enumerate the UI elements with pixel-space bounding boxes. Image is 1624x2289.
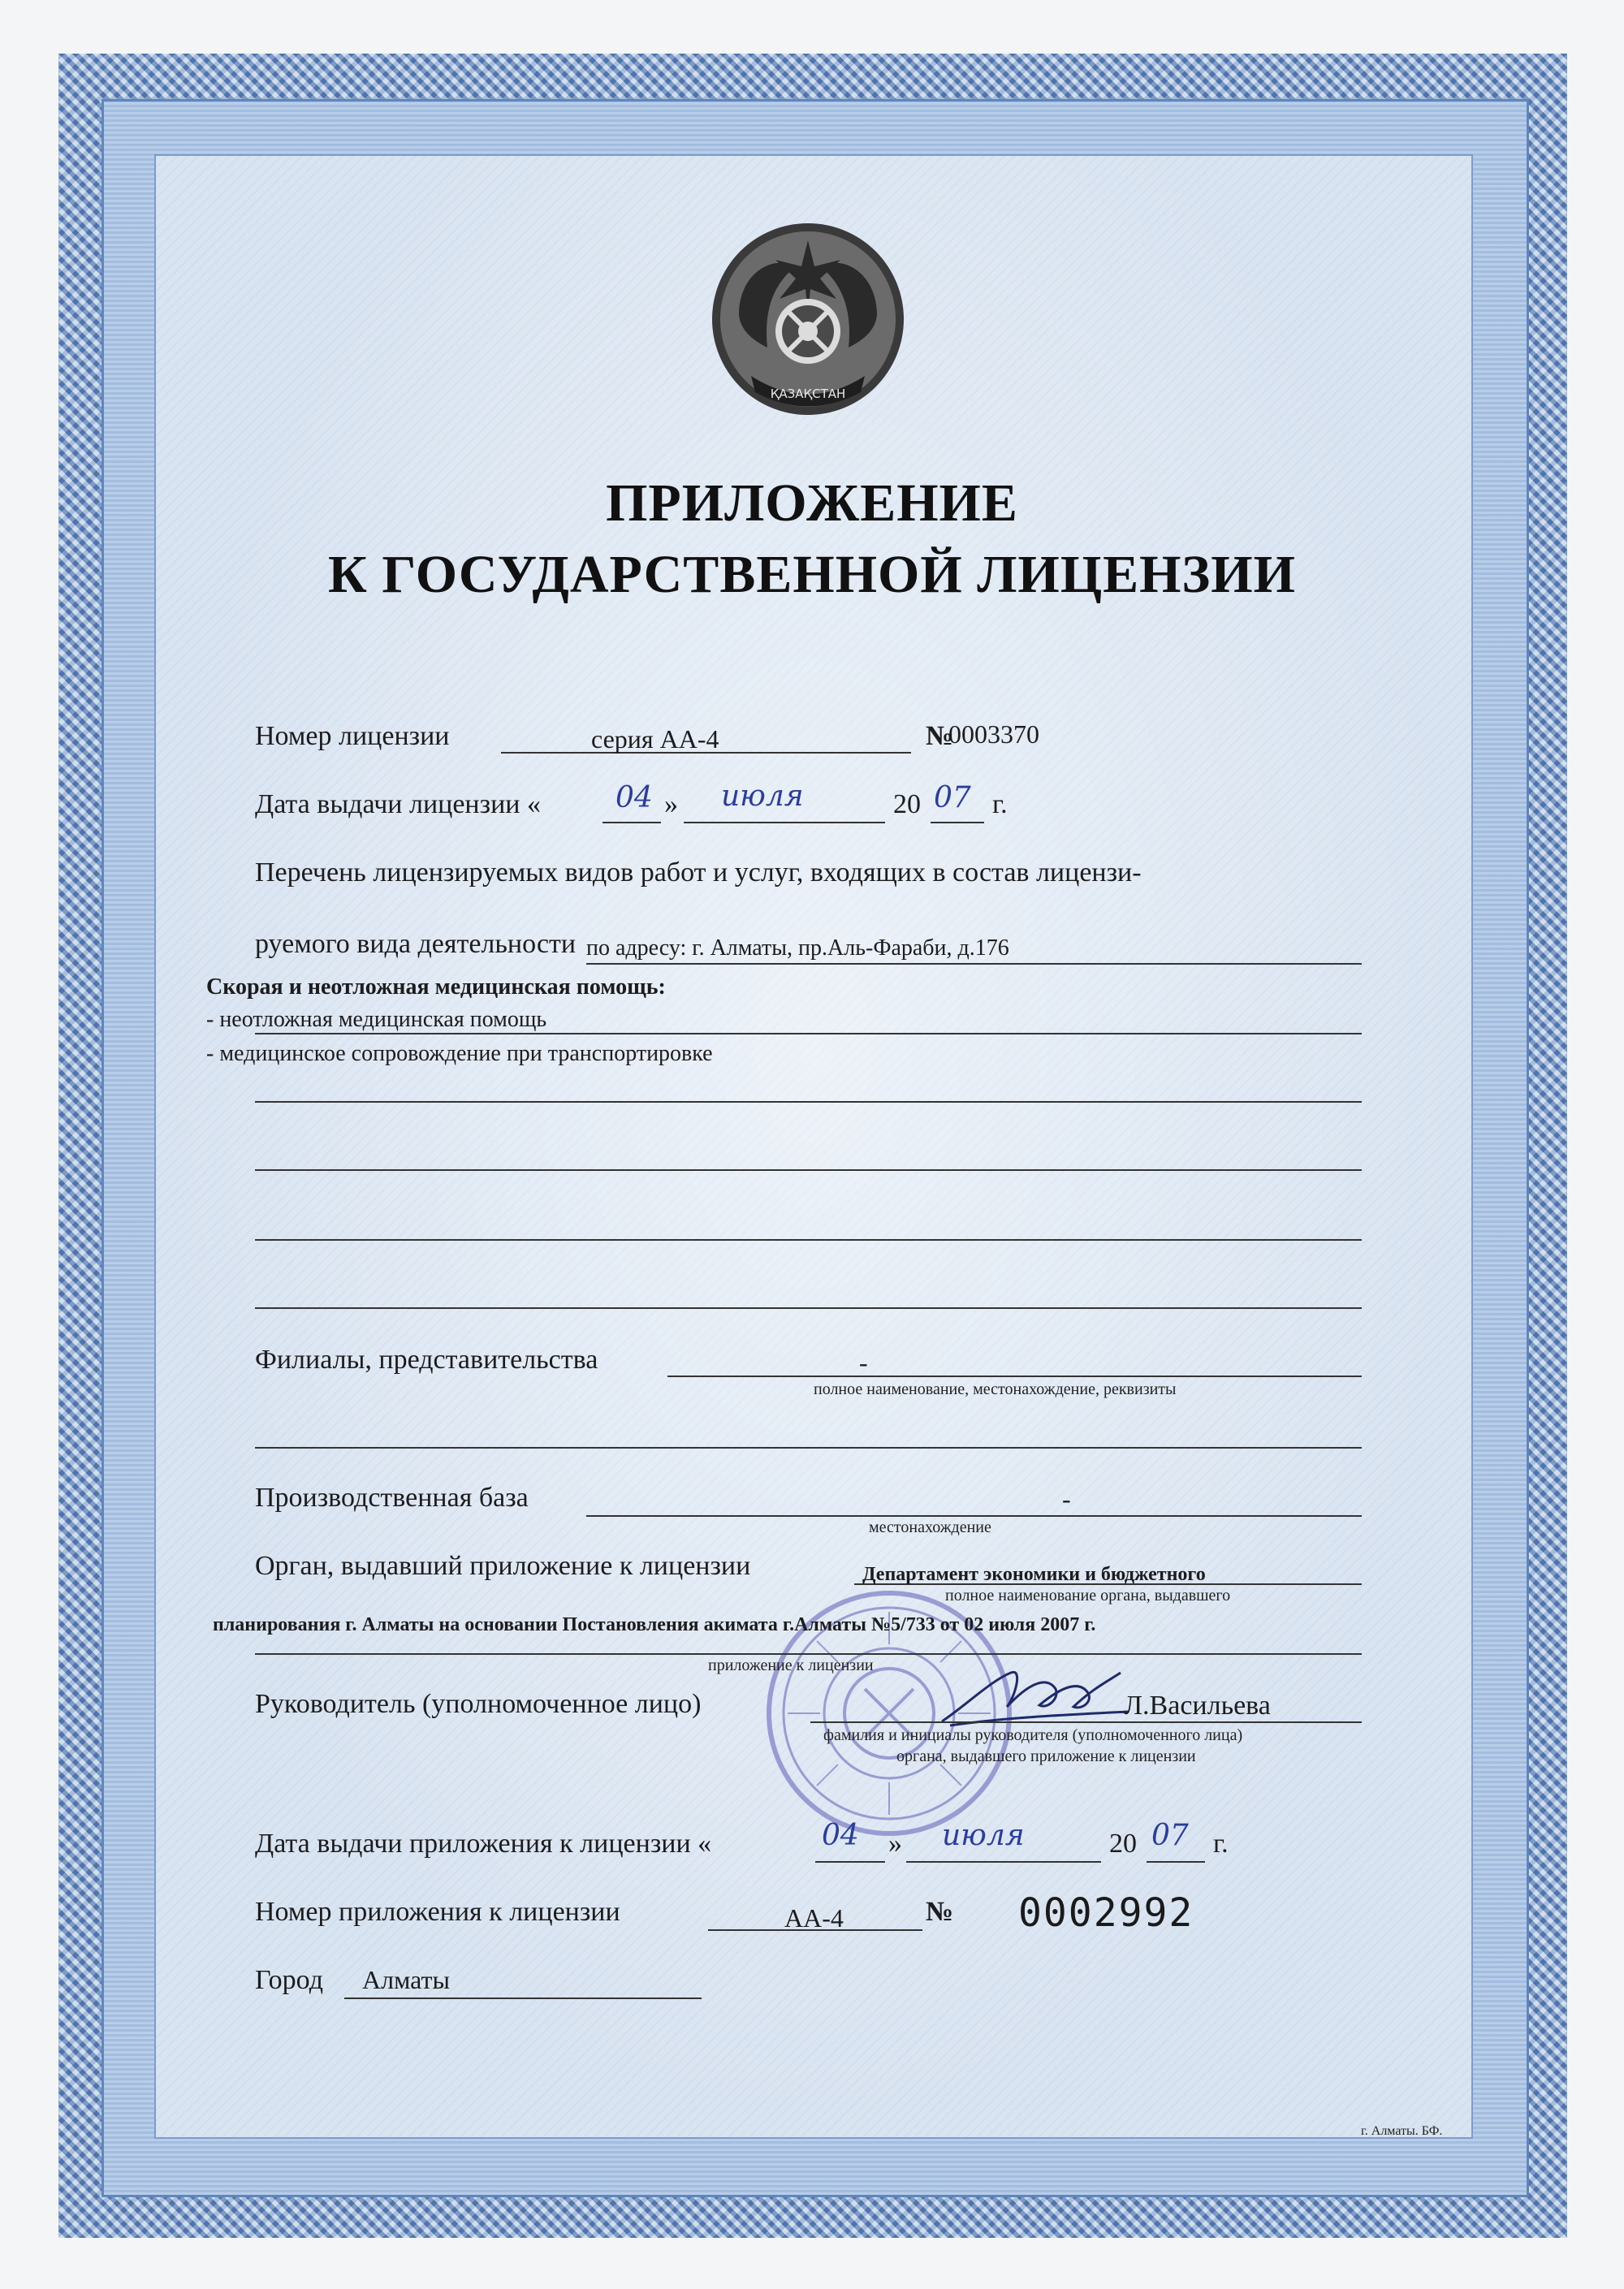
branches-caption: полное наименование, местонахождение, реквизиты xyxy=(814,1380,1177,1398)
appendix-date-year-prefix: 20 xyxy=(1109,1829,1137,1859)
production-line xyxy=(586,1515,1362,1517)
appendix-date-label: Дата выдачи приложения к лицензии « xyxy=(255,1829,712,1859)
title-line-1: ПРИЛОЖЕНИЕ xyxy=(606,473,1018,533)
license-series-value: серия АА-4 xyxy=(591,724,719,754)
head-line xyxy=(810,1721,1362,1723)
activities-label-line-1: Перечень лицензируемых видов работ и услуг, входящих в состав лицензи- xyxy=(255,857,1142,888)
activities-line-1 xyxy=(255,1033,1362,1034)
appendix-date-mid: » xyxy=(888,1829,902,1859)
activities-item-2: - медицинское сопровождение при транспортировке xyxy=(206,1041,713,1066)
license-number-sign: № xyxy=(926,721,954,751)
branches-line-2 xyxy=(255,1447,1362,1449)
license-number-label: Номер лицензии xyxy=(255,721,450,751)
activities-heading: Скорая и неотложная медицинская помощь: xyxy=(206,974,666,1000)
issuer-value-line-1: Департамент экономики и бюджетного xyxy=(862,1564,1206,1585)
branches-value: - xyxy=(859,1348,868,1377)
production-caption: местонахождение xyxy=(869,1518,991,1536)
production-label: Производственная база xyxy=(255,1483,529,1513)
issuer-label: Орган, выдавший приложение к лицензии xyxy=(255,1551,751,1581)
issuer-caption-1: полное наименование органа, выдавшего xyxy=(945,1587,1231,1604)
activities-address: по адресу: г. Алматы, пр.Аль-Фараби, д.176 xyxy=(586,935,1009,961)
city-label: Город xyxy=(255,1965,323,1995)
head-caption-2: органа, выдавшего приложение к лицензии xyxy=(896,1747,1196,1765)
appendix-date-suffix: г. xyxy=(1213,1829,1229,1859)
activities-line-4 xyxy=(255,1239,1362,1241)
activities-address-line xyxy=(586,963,1362,965)
city-value: Алматы xyxy=(362,1965,450,1994)
head-name: Л.Васильева xyxy=(1124,1691,1271,1721)
license-date-suffix: г. xyxy=(992,789,1008,819)
license-day-line xyxy=(603,822,661,823)
branches-label: Филиалы, представительства xyxy=(255,1345,598,1375)
appendix-date-month: июля xyxy=(942,1819,1025,1852)
state-emblem-icon xyxy=(706,218,909,421)
signature-icon xyxy=(934,1648,1137,1738)
license-year-line xyxy=(931,822,984,823)
activities-label-line-2: руемого вида деятельности xyxy=(255,929,577,959)
license-date-mid: » xyxy=(664,789,678,819)
appendix-number-label: Номер приложения к лицензии xyxy=(255,1897,620,1927)
appendix-date-year: 07 xyxy=(1151,1819,1189,1852)
license-date-year-prefix: 20 xyxy=(893,789,921,819)
appendix-number-sign: № xyxy=(926,1897,954,1927)
branches-line xyxy=(667,1376,1362,1377)
license-date-label: Дата выдачи лицензии « xyxy=(255,789,541,819)
head-caption-1: фамилия и инициалы руководителя (уполномоченного лица) xyxy=(823,1726,1243,1744)
appendix-number-value: 0002992 xyxy=(1018,1890,1194,1936)
appendix-series-value: АА-4 xyxy=(784,1903,844,1933)
license-month-line xyxy=(684,822,885,823)
issuer-line-2 xyxy=(255,1653,1362,1655)
activities-line-5 xyxy=(255,1307,1362,1309)
issuer-value-line-2: планирования г. Алматы на основании Постановления акимата г.Алматы №5/733 от 02 июля 2007 г. xyxy=(213,1614,1096,1635)
activities-line-2 xyxy=(255,1101,1362,1103)
license-date-year: 07 xyxy=(934,781,971,814)
appendix-date-day: 04 xyxy=(822,1819,859,1852)
license-number-value: 0003370 xyxy=(948,719,1039,749)
issuer-caption-2: приложение к лицензии xyxy=(708,1656,874,1674)
title-line-2: К ГОСУДАРСТВЕННОЙ ЛИЦЕНЗИИ xyxy=(328,545,1296,604)
activities-item-1: - неотложная медицинская помощь xyxy=(206,1007,547,1032)
city-line xyxy=(344,1997,702,1999)
appendix-day-line xyxy=(815,1861,885,1863)
production-value: - xyxy=(1062,1484,1071,1514)
emblem-caption: ҚАЗАҚСТАН xyxy=(770,387,846,401)
license-date-day: 04 xyxy=(615,781,653,814)
appendix-year-line xyxy=(1147,1861,1205,1863)
appendix-month-line xyxy=(906,1861,1101,1863)
activities-line-3 xyxy=(255,1169,1362,1171)
license-date-month: июля xyxy=(721,780,804,813)
head-label: Руководитель (уполномоченное лицо) xyxy=(255,1689,702,1719)
printer-mark: г. Алматы. БФ. xyxy=(1361,2124,1443,2138)
